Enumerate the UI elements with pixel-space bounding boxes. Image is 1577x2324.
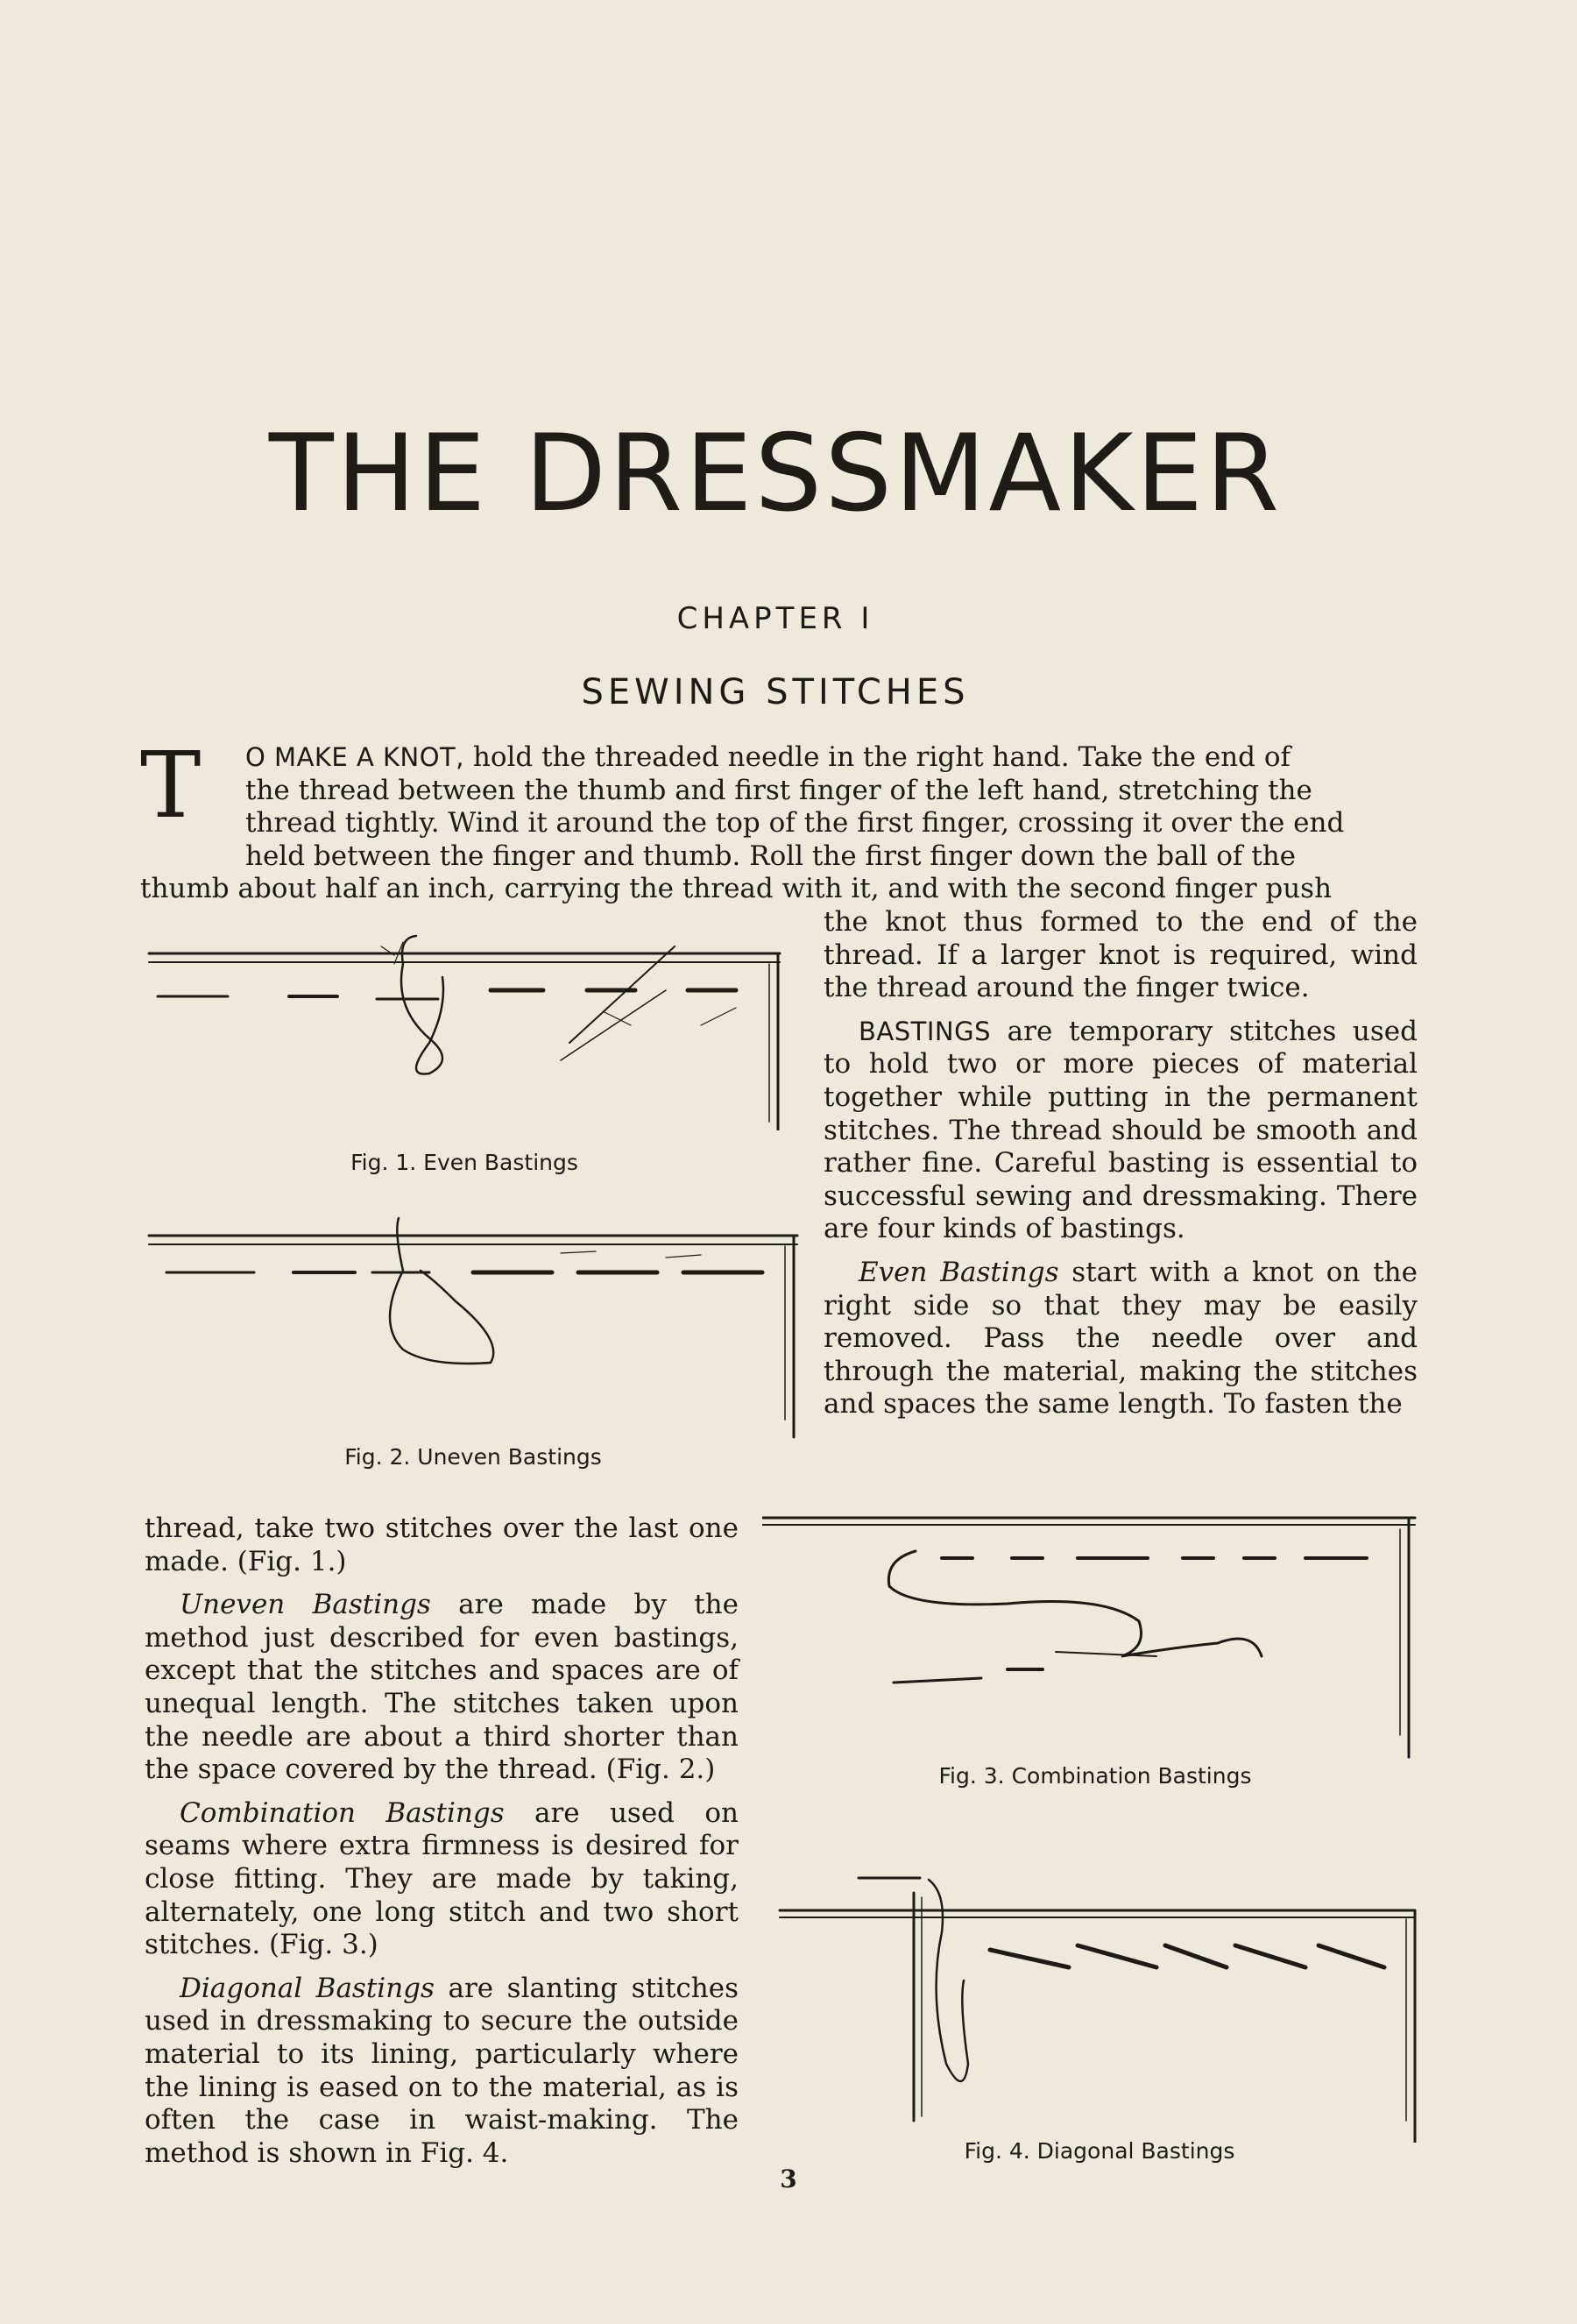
even-bastings-text: start with a knot on the right side so that they may be easily removed. Pass the needle over and through the material, making the stitches and spaces the same length. To fasten the bbox=[824, 1256, 1418, 1421]
intro-line-3: thread tightly. Wind it around the top of the first finger, crossing it over the end bbox=[245, 807, 1345, 840]
figure-3-illustration bbox=[762, 1507, 1428, 1761]
intro-line-2: the thread between the thumb and first finger of the left hand, stretching the bbox=[245, 774, 1312, 806]
figure-3-caption: Fig. 3. Combination Bastings bbox=[938, 1763, 1252, 1789]
even-bastings-term: Even Bastings bbox=[859, 1256, 1059, 1288]
knot-paragraph-end: the knot thus formed to the end of the thread. If a larger knot is required, wind the thread around the finger twice. bbox=[824, 906, 1418, 1004]
intro-line-1-text: hold the threaded needle in the right hand. Take the end of bbox=[464, 741, 1291, 773]
diagonal-bastings-term: Diagonal Bastings bbox=[180, 1972, 435, 2004]
figure-2-illustration bbox=[140, 1209, 806, 1442]
intro-line-5: thumb about half an inch, carrying the thread with it, and with the second finger push bbox=[140, 873, 1333, 905]
figure-4-illustration bbox=[771, 1853, 1428, 2143]
figure-4-caption: Fig. 4. Diagonal Bastings bbox=[964, 2138, 1235, 2164]
bastings-text: are temporary stitches used to hold two or more pieces of material together while putting in the permanent stitches. The thread should be smooth and rather fine. Careful basting is essential to successful sewing and dressmaking. There are four kinds of bastings. bbox=[824, 1015, 1418, 1245]
chapter-heading: CHAPTER I bbox=[676, 601, 874, 636]
figure-2-uneven-bastings bbox=[140, 1209, 806, 1481]
bastings-lead: BASTINGS bbox=[859, 1016, 991, 1046]
bastings-paragraph bbox=[824, 1016, 1418, 1246]
uneven-bastings-text: are made by the method just described for even bastings, except that the stitches and spaces are of unequal length. The stitches taken upon the needle are about a third shorter than the space covered by the thread. (Fig. 2.) bbox=[145, 1589, 739, 1786]
left-column bbox=[145, 1513, 739, 2180]
even-bastings-paragraph bbox=[824, 1257, 1418, 1421]
figure-1-even-bastings bbox=[140, 929, 788, 1183]
right-column bbox=[824, 906, 1418, 1432]
diagonal-bastings-text: are slanting stitches used in dressmaking to secure the outside material to its lining, particularly where the lining is eased on to the material, as is often the case in waist-making. The method is shown in Fig. 4. bbox=[145, 1972, 739, 2169]
figure-2-caption: Fig. 2. Uneven Bastings bbox=[344, 1444, 602, 1470]
figure-3-combination-bastings bbox=[762, 1507, 1428, 1805]
even-bastings-end: thread, take two stitches over the last one made. (Fig. 1.) bbox=[145, 1513, 739, 1577]
page-number: 3 bbox=[780, 2165, 797, 2193]
figure-1-illustration bbox=[140, 929, 788, 1130]
combination-bastings-term: Combination Bastings bbox=[180, 1796, 505, 1829]
combination-bastings-paragraph bbox=[145, 1797, 739, 1962]
combination-bastings-text: are used on seams where extra firmness is desired for close fitting. They are made by taking, alternately, one long stitch and two short stitches. (Fig. 3.) bbox=[145, 1796, 739, 1961]
drop-cap: T bbox=[140, 732, 202, 839]
figure-4-diagonal-bastings bbox=[771, 1853, 1428, 2178]
section-heading: SEWING STITCHES bbox=[581, 672, 970, 712]
diagonal-bastings-paragraph bbox=[145, 1973, 739, 2171]
uneven-bastings-term: Uneven Bastings bbox=[180, 1589, 431, 1621]
intro-paragraph bbox=[140, 732, 1418, 906]
intro-lead: O MAKE A KNOT, bbox=[245, 742, 464, 772]
uneven-bastings-paragraph bbox=[145, 1589, 739, 1787]
intro-line-4: held between the finger and thumb. Roll the first finger down the ball of the bbox=[245, 840, 1297, 872]
page-title: THE DRESSMAKER bbox=[268, 412, 1283, 535]
figure-1-caption: Fig. 1. Even Bastings bbox=[350, 1150, 578, 1175]
intro-line-1 bbox=[140, 741, 1418, 775]
